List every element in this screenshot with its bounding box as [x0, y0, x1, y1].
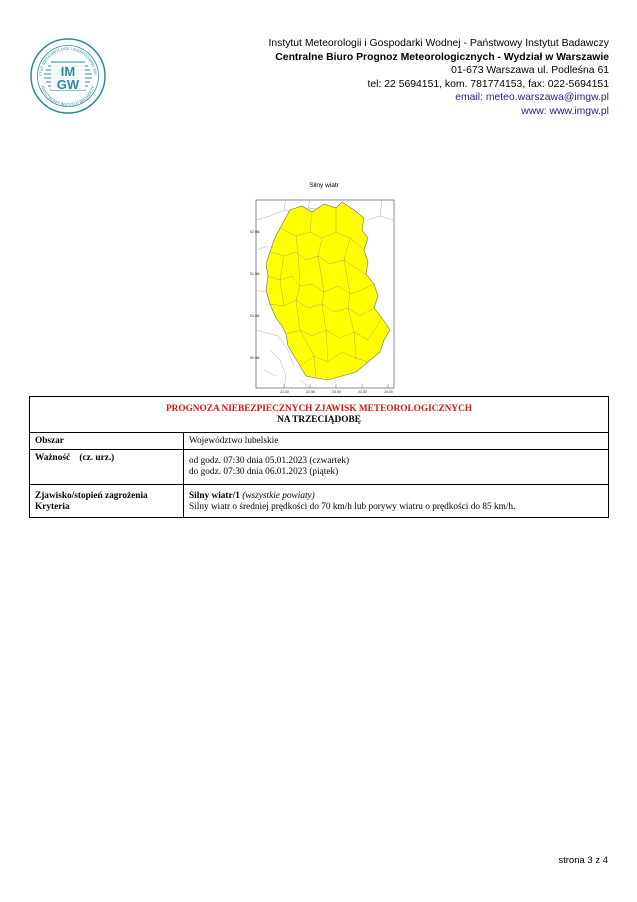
imgw-logo	[30, 38, 106, 114]
map-xtick-3: 23.00	[332, 390, 341, 394]
office-email[interactable]: email: meteo.warszawa@imgw.pl	[455, 92, 609, 104]
criteria-value: Silny wiatr o średniej prędkości do 70 km/h lub porywy wiatru o prędkości do 85 km/h.	[189, 502, 516, 512]
area-label: Obszar	[30, 433, 184, 450]
warning-map	[250, 180, 398, 394]
phenomenon-labels	[30, 485, 184, 518]
phenomenon-value: Silny wiatr/1	[189, 491, 240, 501]
institute-name: Instytut Meteorologii i Gospodarki Wodnej - Państwowy Instytut Badawczy	[268, 38, 609, 49]
warning-title-cell	[30, 397, 609, 433]
validity-from: od godz. 07:30 dnia 05.01.2023 (czwartek)	[189, 456, 350, 466]
phenomenon-row	[30, 485, 609, 518]
warning-title-row	[30, 397, 609, 433]
page-number: strona 3 z 4	[558, 855, 608, 866]
map-ytick-2: 51.50	[250, 272, 259, 276]
logo-mark-line1: IM	[60, 64, 76, 79]
warning-period: NA TRZECIĄDOBĘ	[277, 415, 361, 425]
phenomenon-values	[184, 485, 609, 518]
phenomenon-scope: (wszystkie powiaty)	[242, 491, 315, 501]
office-name: Centralne Biuro Prognoz Meteorologicznych - Wydział w Warszawie	[275, 51, 609, 63]
area-row	[30, 433, 609, 450]
logo-mark-line2: GW	[56, 77, 80, 92]
institute-header	[268, 37, 609, 119]
criteria-label: Kryteria	[35, 502, 70, 512]
map-canvas	[250, 180, 398, 394]
warning-table	[29, 396, 609, 518]
office-website[interactable]: www: www.imgw.pl	[521, 105, 609, 117]
map-ytick-3: 51.00	[250, 314, 259, 318]
validity-row	[30, 450, 609, 485]
map-xtick-5: 24.00	[384, 390, 393, 394]
logo-arc-top: YTUT METEOROLOGII I GOSPODARKI WO	[37, 45, 99, 77]
map-xtick-4: 23.50	[358, 390, 367, 394]
logo-arc-bottom: PAŃSTWOWY INSTYTUT BADAWCZY	[40, 85, 96, 108]
map-xtick-2: 22.50	[306, 390, 315, 394]
map-ytick-4: 50.50	[250, 356, 259, 360]
map-title: Silny wiatr	[309, 182, 339, 189]
validity-label: Ważność (cz. urz.)	[30, 450, 184, 485]
office-address: 01-673 Warszawa ul. Podleśna 61	[451, 65, 609, 77]
validity-to: do godz. 07:30 dnia 06.01.2023 (piątek)	[189, 467, 339, 477]
phenomenon-label: Zjawisko/stopień zagrożenia	[35, 491, 148, 501]
map-ytick-1: 52.00	[250, 230, 259, 234]
phenomenon-line	[189, 491, 603, 502]
office-phone: tel: 22 5694151, kom. 781774153, fax: 022-5694151	[367, 78, 609, 90]
validity-value	[184, 450, 609, 485]
map-xtick-1: 22.00	[280, 390, 289, 394]
warning-title: PROGNOZA NIEBEZPIECZNYCH ZJAWISK METEOROLOGICZNYCH	[165, 404, 473, 414]
area-value: Województwo lubelskie	[184, 433, 609, 450]
